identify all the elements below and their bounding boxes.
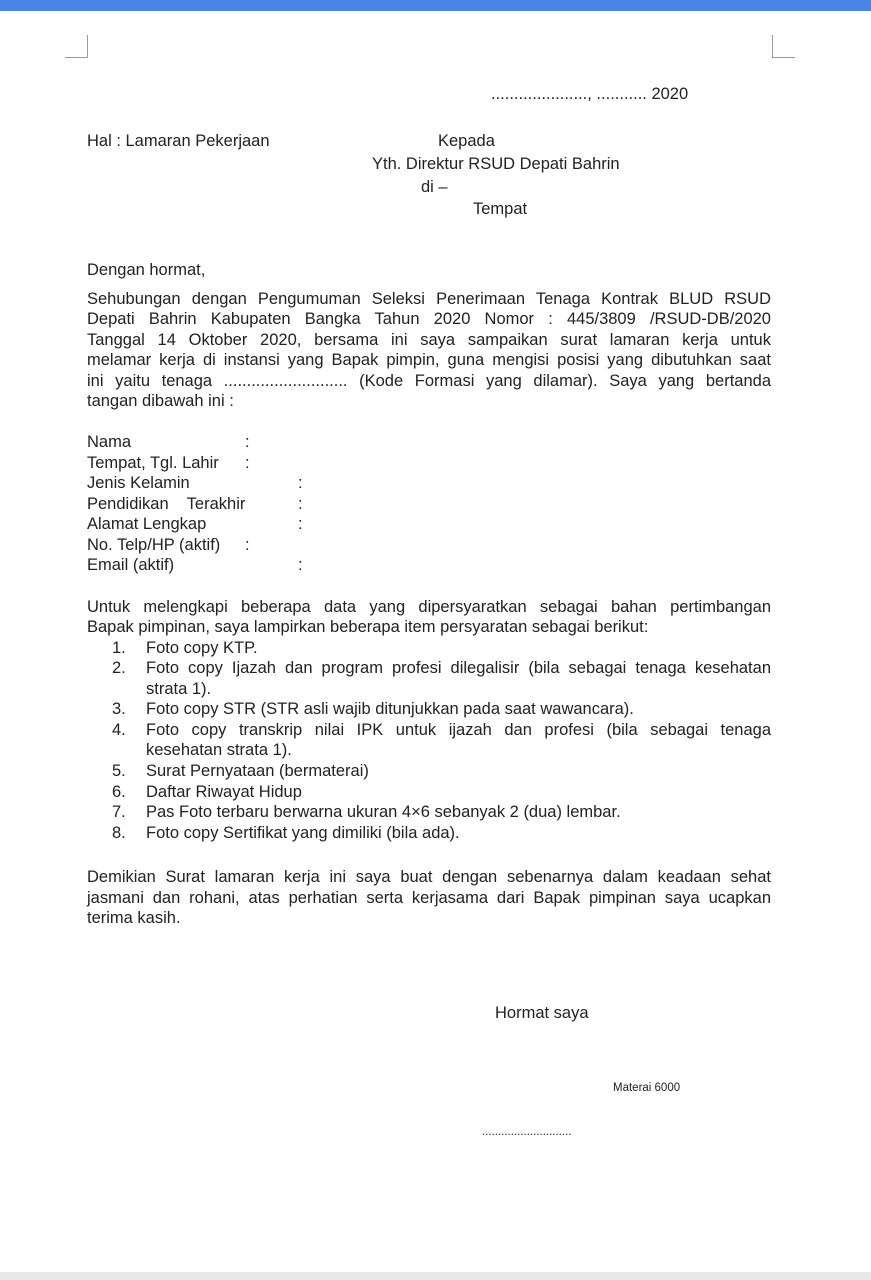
field-colon: : <box>298 474 303 492</box>
list-item-number: 4. <box>112 721 126 739</box>
intro-line: Sehubungan dengan Pengumuman Seleksi Penerimaan Tenaga Kontrak BLUD RSUD <box>87 290 771 308</box>
field-colon: : <box>298 495 303 513</box>
field-colon: : <box>245 536 250 554</box>
field-colon: : <box>298 515 303 533</box>
requirements-intro-line: Untuk melengkapi beberapa data yang dipersyaratkan sebagai bahan pertimbangan <box>87 598 771 616</box>
field-colon: : <box>298 556 303 574</box>
field-label-tempat-tgl-lahir: Tempat, Tgl. Lahir <box>87 454 219 472</box>
closing-line: Demikian Surat lamaran kerja ini saya buat dengan sebenarnya dalam keadaan sehat <box>87 868 771 886</box>
list-item: Pas Foto terbaru berwarna ukuran 4×6 sebanyak 2 (dua) lembar. <box>146 803 621 821</box>
field-label-pendidikan: Pendidikan Terakhir <box>87 495 246 513</box>
closing-line: terima kasih. <box>87 909 181 927</box>
recipient-tempat: Tempat <box>473 200 528 218</box>
list-item: Foto copy KTP. <box>146 639 258 657</box>
document-page <box>0 11 871 1272</box>
regards: Hormat saya <box>495 1004 589 1022</box>
subject-line: Hal : Lamaran Pekerjaan <box>87 132 270 150</box>
signature-line: ............................ <box>482 1126 572 1138</box>
field-label-nama: Nama <box>87 433 132 451</box>
list-item: Surat Pernyataan (bermaterai) <box>146 762 369 780</box>
list-item-number: 3. <box>112 700 126 718</box>
field-label-jenis-kelamin: Jenis Kelamin <box>87 474 190 492</box>
list-item-number: 1. <box>112 639 126 657</box>
intro-line: Tanggal 14 Oktober 2020, bersama ini saya sampaikan surat lamaran kerja untuk <box>87 331 771 349</box>
recipient-di: di – <box>421 178 448 196</box>
field-label-alamat: Alamat Lengkap <box>87 515 207 533</box>
list-item-number: 2. <box>112 659 126 677</box>
bottom-edge <box>0 1272 871 1280</box>
list-item-number: 6. <box>112 783 126 801</box>
list-item: Foto copy Sertifikat yang dimiliki (bila ada). <box>146 824 460 842</box>
requirements-intro-line: Bapak pimpinan, saya lampirkan beberapa item persyaratan sebagai berikut: <box>87 618 649 636</box>
field-label-email: Email (aktif) <box>87 556 175 574</box>
list-item: Daftar Riwayat Hidup <box>146 783 302 801</box>
recipient-name: Yth. Direktur RSUD Depati Bahrin <box>372 155 620 173</box>
list-item-continuation: strata 1). <box>146 680 212 698</box>
recipient-kepada: Kepada <box>438 132 495 150</box>
intro-line: Depati Bahrin Kabupaten Bangka Tahun 2020 Nomor : 445/3809 /RSUD-DB/2020 <box>87 310 771 328</box>
intro-line: melamar kerja di instansi yang Bapak pimpin, guna mengisi posisi yang dibutuhkan saat <box>87 351 771 369</box>
materai-label: Materai 6000 <box>613 1082 681 1094</box>
top-app-bar <box>0 0 871 11</box>
list-item-continuation: kesehatan strata 1). <box>146 741 292 759</box>
list-item-number: 7. <box>112 803 126 821</box>
field-colon: : <box>245 433 250 451</box>
date-line: ....................., ........... 2020 <box>491 85 689 103</box>
list-item: Foto copy transkrip nilai IPK untuk ijazah dan profesi (bila sebagai tenaga <box>146 721 771 739</box>
salutation: Dengan hormat, <box>87 261 206 279</box>
page-corner-mark-top-right <box>772 35 795 58</box>
closing-line: jasmani dan rohani, atas perhatian serta kerjasama dari Bapak pimpinan saya ucapkan <box>87 889 771 907</box>
list-item: Foto copy Ijazah dan program profesi dilegalisir (bila sebagai tenaga kesehatan <box>146 659 771 677</box>
page-corner-mark-top-left <box>65 35 88 58</box>
list-item-number: 5. <box>112 762 126 780</box>
field-label-telp: No. Telp/HP (aktif) <box>87 536 221 554</box>
intro-line: ini yaitu tenaga ........................... (Kode Formasi yang dilamar). Saya yang bertanda <box>87 372 771 390</box>
list-item-number: 8. <box>112 824 126 842</box>
intro-line: tangan dibawah ini : <box>87 392 234 410</box>
list-item: Foto copy STR (STR asli wajib ditunjukkan pada saat wawancara). <box>146 700 634 718</box>
field-colon: : <box>245 454 250 472</box>
